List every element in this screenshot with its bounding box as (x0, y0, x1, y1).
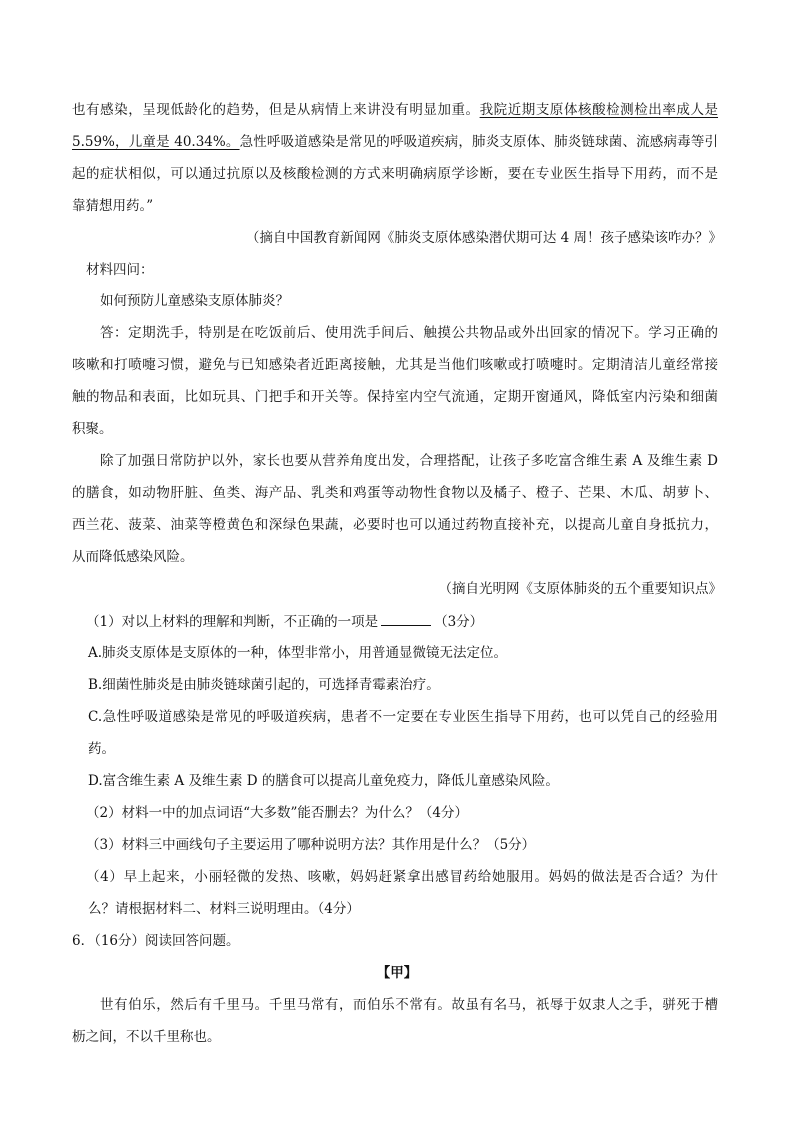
paragraph-line (72, 132, 718, 152)
question-3: （3）材料三中画线句子主要运用了哪种说明方法？其作用是什么？（5分） (86, 837, 536, 853)
source-citation: （摘自光明网《支原体肺炎的五个重要知识点》 (438, 581, 722, 597)
option-c: C.急性呼吸道感染是常见的呼吸道疾病，患者不一定要在专业医生指导下用药，也可以凭自己的经验用 (88, 709, 718, 725)
paragraph-line: 答：定期洗手，特别是在吃饭前后、使用洗手间后、触摸公共物品或外出回家的情况下。学习正确的 (100, 325, 718, 341)
paragraph-line: 起的症状相似，可以通过抗原以及核酸检测的方式来明确病原学诊断，要在专业医生指导下用药，而不是 (72, 166, 718, 182)
answer-blank (381, 611, 431, 626)
paragraph-line: 从而降低感染风险。 (72, 549, 194, 565)
question-text: （1）对以上材料的理解和判断，不正确的一项是 (86, 614, 379, 630)
material-question: 如何预防儿童感染支原体肺炎？ (100, 293, 289, 309)
paragraph-line (72, 100, 718, 120)
underlined-sentence: 5.59%，儿童是 40.34%。 (72, 134, 240, 150)
option-a: A.肺炎支原体是支原体的一种，体型非常小，用普通显微镜无法定位。 (88, 645, 508, 661)
paragraph-line: 的膳食，如动物肝脏、鱼类、海产品、乳类和鸡蛋等动物性食物以及橘子、橙子、芒果、木瓜、胡萝卜、 (72, 485, 718, 501)
paragraph-line: 积聚。 (72, 421, 113, 437)
classical-text-line: 世有伯乐，然后有千里马。千里马常有，而伯乐不常有。故虽有名马，祇辱于奴隶人之手，骈死于槽 (100, 997, 718, 1013)
paragraph-line: 触的物品和表面，比如玩具、门把手和开关等。保持室内空气流通，定期开窗通风，降低室内污染和细菌 (72, 389, 718, 405)
question-score: （3分） (434, 614, 484, 630)
option-b: B.细菌性肺炎是由肺炎链球菌引起的，可选择青霉素治疗。 (88, 677, 440, 693)
paragraph-line: 咳嗽和打喷嚏习惯，避免与已知感染者近距离接触，尤其是当他们咳嗽或打喷嚏时。定期清洁儿童经常接 (72, 357, 718, 373)
question-1 (86, 611, 483, 632)
text-segment: 急性呼吸道感染是常见的呼吸道疾病，肺炎支原体、肺炎链球菌、流感病毒等引 (239, 134, 719, 150)
question-4-continued: 么？请根据材料二、材料三说明理由。（4分） (88, 901, 360, 917)
underlined-sentence: 我院近期支原体核酸检测检出率成人是 (479, 102, 719, 118)
option-c-continued: 药。 (88, 741, 115, 757)
paragraph-line: 除了加强日常防护以外，家长也要从营养角度出发，合理搭配，让孩子多吃富含维生素 A 及维生素 D (100, 453, 718, 469)
question-2: （2）材料一中的加点词语“大多数”能否删去？为什么？（4分） (86, 805, 468, 821)
paragraph-line: 西兰花、菠菜、油菜等橙黄色和深绿色果蔬，必要时也可以通过药物直接补充，以提高儿童自身抵抗力， (72, 517, 718, 533)
text-segment: 也有感染，呈现低龄化的趋势，但是从病情上来讲没有明显加重。 (72, 102, 480, 118)
classical-text-line: 枥之间，不以千里称也。 (72, 1029, 221, 1045)
option-d: D.富含维生素 A 及维生素 D 的膳食可以提高儿童免疫力，降低儿童感染风险。 (88, 773, 559, 789)
question-4: （4）早上起来，小丽轻微的发热、咳嗽，妈妈赶紧拿出感冒药给她服用。妈妈的做法是否合适？为什 (86, 869, 718, 885)
paragraph-line: 靠猜想用药。” (72, 198, 154, 214)
question-6-title: 6．（16分）阅读回答问题。 (72, 933, 240, 949)
source-citation: （摘自中国教育新闻网《肺炎支原体感染潜伏期可达 4 周！孩子感染该咋办？》 (245, 230, 722, 246)
section-heading: 【甲】 (376, 965, 418, 981)
material-heading: 材料四问： (86, 262, 154, 278)
